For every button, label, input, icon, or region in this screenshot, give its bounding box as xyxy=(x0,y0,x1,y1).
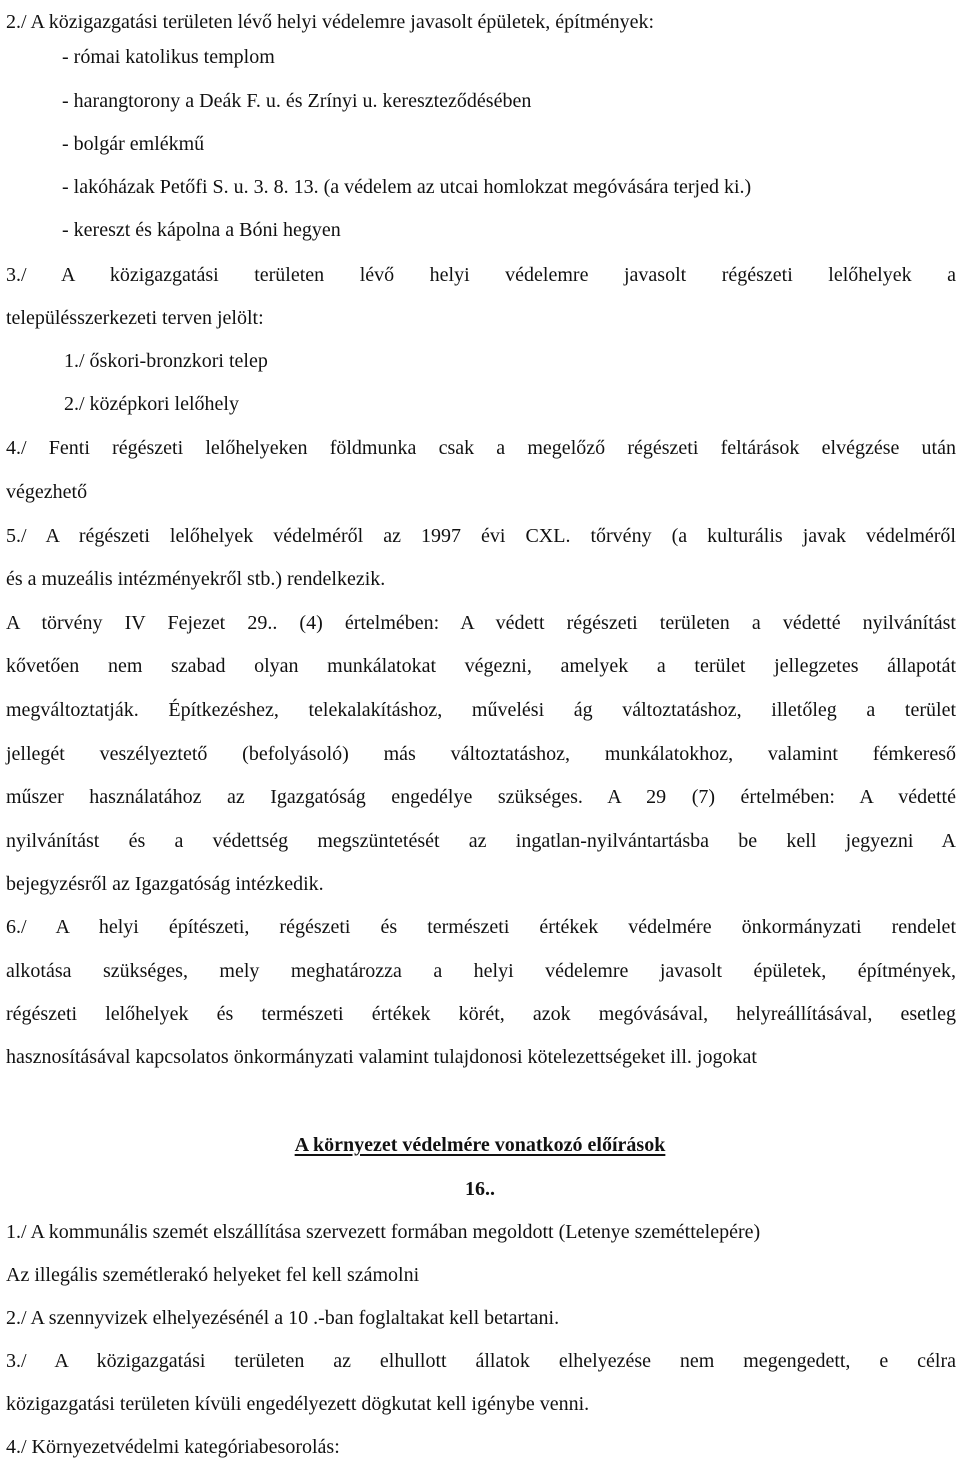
section-6-line: régészeti lelőhelyek és természeti értékek körét, azok megóvásával, helyreállításával, esetleg xyxy=(6,1003,956,1025)
section-2-item: - harangtorony a Deák F. u. és Zrínyi u. kereszteződésében xyxy=(62,90,532,112)
section-6-line: hasznosításával kapcsolatos önkormányzati valamint tulajdonosi kötelezettségeket ill. jogokat xyxy=(6,1046,757,1068)
section-5-line: 5./ A régészeti lelőhelyek védelméről az 1997 évi CXL. tőrvény (a kulturális javak védelméről xyxy=(6,525,956,547)
section-5-line: kővetően nem szabad olyan munkálatokat végezni, amelyek a terület jellegzetes állapotát xyxy=(6,655,956,677)
section-5-line: bejegyzésről az Igazgatóság intézkedik. xyxy=(6,873,324,895)
env-rule-line: 3./ A közigazgatási területen az elhullott állatok elhelyezése nem megengedett, e célra xyxy=(6,1350,956,1372)
section-4-line: végezhető xyxy=(6,481,88,503)
chapter-title: A környezet védelmére vonatkozó előírások xyxy=(294,1134,666,1156)
section-5-line: jellegét veszélyeztető (befolyásoló) más változtatáshoz, munkálatokhoz, valamint fémkereső xyxy=(6,743,956,765)
env-rule-line: 4./ Környezetvédelmi kategóriabesorolás: xyxy=(6,1436,340,1458)
section-5-line: és a muzeális intézményekről stb.) rendelkezik. xyxy=(6,568,386,590)
env-rule-line: Az illegális szemétlerakó helyeket fel kell számolni xyxy=(6,1264,420,1286)
section-3-line: településszerkezeti terven jelölt: xyxy=(6,307,264,329)
section-2-item: - kereszt és kápolna a Bóni hegyen xyxy=(62,219,341,241)
section-4-line: 4./ Fenti régészeti lelőhelyeken földmunka csak a megelőző régészeti feltárások elvégzése után xyxy=(6,437,956,459)
env-rule-line: 2./ A szennyvizek elhelyezésénél a 10 .-ban foglaltakat kell betartani. xyxy=(6,1307,560,1329)
env-rule-line: 1./ A kommunális szemét elszállítása szervezett formában megoldott (Letenye szeméttelepére) xyxy=(6,1221,761,1243)
section-6-line: 6./ A helyi építészeti, régészeti és természeti értékek védelmére önkormányzati rendelet xyxy=(6,916,956,938)
section-5-line: megváltoztatják. Építkezéshez, telekalakításhoz, művelési ág változtatáshoz, illetőleg a terület xyxy=(6,699,956,721)
section-5-line: műszer használatához az Igazgatóság engedélye szükséges. A 29 (7) értelmében: A védetté xyxy=(6,786,956,808)
env-rule-line: közigazgatási területen kívüli engedélyezett dögkutat kell igénybe venni. xyxy=(6,1393,590,1415)
section-2-heading: 2./ A közigazgatási területen lévő helyi védelemre javasolt épületek, építmények: xyxy=(6,11,655,33)
section-3-line: 3./ A közigazgatási területen lévő helyi védelemre javasolt régészeti lelőhelyek a xyxy=(6,264,956,286)
section-3-item: 2./ középkori lelőhely xyxy=(64,393,239,415)
section-2-item: - bolgár emlékmű xyxy=(62,133,205,155)
section-6-line: alkotása szükséges, mely meghatározza a helyi védelemre javasolt épületek, építmények, xyxy=(6,960,956,982)
section-3-item: 1./ őskori-bronzkori telep xyxy=(64,350,268,372)
section-5-line: nyilvánítást és a védettség megszüntetését az ingatlan-nyilvántartásba be kell jegyezni A xyxy=(6,830,956,852)
chapter-number: 16.. xyxy=(465,1178,495,1200)
section-2-item: - római katolikus templom xyxy=(62,46,275,68)
section-5-line: A törvény IV Fejezet 29.. (4) értelmében: A védett régészeti területen a védetté nyilvánítást xyxy=(6,612,956,634)
section-2-item: - lakóházak Petőfi S. u. 3. 8. 13. (a védelem az utcai homlokzat megóvására terjed ki.) xyxy=(62,176,752,198)
